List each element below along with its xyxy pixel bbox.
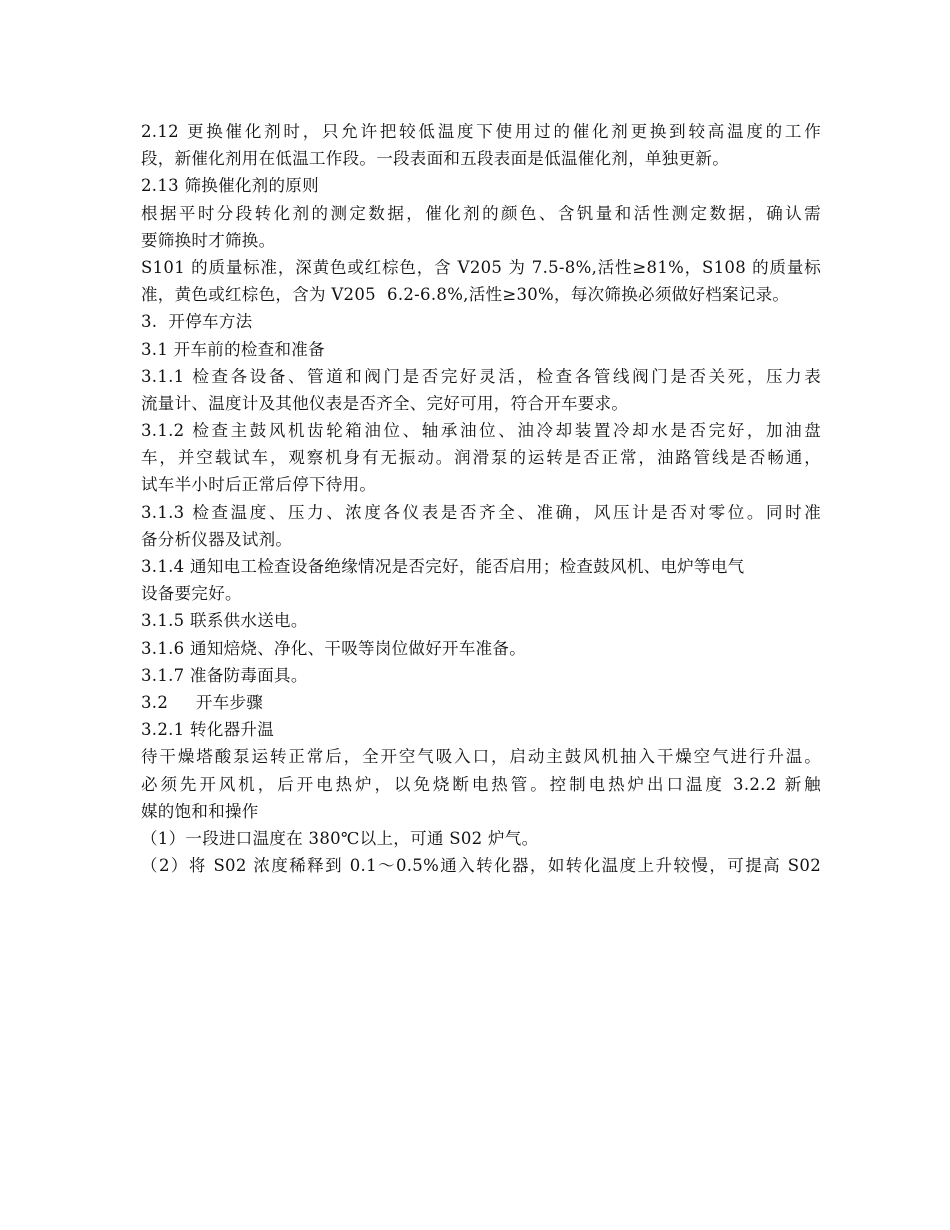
text-line: 要筛换时才筛换。 <box>141 230 276 250</box>
document-body <box>141 118 821 879</box>
text-line: 待干燥塔酸泵运转正常后，全开空气吸入口，启动主鼓风机抽入干燥空气进行升温。 <box>141 747 821 767</box>
text-line: （2）将 S02 浓度稀释到 0.1～0.5%通入转化器，如转化温度上升较慢，可提高 S02 <box>141 856 821 876</box>
text-line: 3.2 开车步骤 <box>141 692 264 712</box>
text-line: S101 的质量标准，深黄色或红棕色，含 V205 为 7.5-8%,活性≥81%，S108 的质量标 <box>141 257 821 277</box>
text-line: 2.13 筛换催化剂的原则 <box>141 176 319 196</box>
text-line: 3.1.4 通知电工检查设备绝缘情况是否完好，能否启用；检查鼓风机、电炉等电气 <box>141 557 745 576</box>
text-line: 设备要完好。 <box>141 584 242 604</box>
text-line: 3.2.1 转化器升温 <box>141 720 275 740</box>
text-line: （1）一段进口温度在 380℃以上，可通 S02 炉气。 <box>141 828 539 848</box>
text-line: 3.1.2 检查主鼓风机齿轮箱油位、轴承油位、油冷却装置冷却水是否完好，加油盘 <box>141 421 821 441</box>
text-line: 备分析仪器及试剂。 <box>141 529 293 549</box>
text-line: 段，新催化剂用在低温工作段。一段表面和五段表面是低温催化剂，单独更新。 <box>141 149 729 169</box>
text-line: 流量计、温度计及其他仪表是否齐全、完好可用，符合开车要求。 <box>141 393 629 413</box>
text-line: 根据平时分段转化剂的测定数据，催化剂的颜色、含钒量和活性测定数据，确认需 <box>141 203 821 223</box>
text-line: 3.1.6 通知焙烧、净化、干吸等岗位做好开车准备。 <box>141 638 527 658</box>
text-line: 车，并空载试车，观察机身有无振动。润滑泵的运转是否正常，油路管线是否畅通， <box>141 448 821 468</box>
text-line: 3.1.3 检查温度、压力、浓度各仪表是否齐全、准确，风压计是否对零位。同时准 <box>141 502 821 522</box>
text-line: 准，黄色或红棕色，含为 V205 6.2-6.8%,活性≥30%，每次筛换必须做好档案记录。 <box>141 285 790 305</box>
text-line: 3. 开停车方法 <box>141 312 253 332</box>
text-line: 2.12 更换催化剂时，只允许把较低温度下使用过的催化剂更换到较高温度的工作 <box>141 122 821 141</box>
text-line: 3.1.5 联系供水送电。 <box>141 611 308 631</box>
text-line: 媒的饱和和操作 <box>141 801 259 821</box>
text-line: 必须先开风机，后开电热炉，以免烧断电热管。控制电热炉出口温度 3.2.2 新触 <box>141 774 821 794</box>
text-line: 试车半小时后正常后停下待用。 <box>141 475 377 495</box>
text-line: 3.1 开车前的检查和准备 <box>141 339 325 359</box>
text-line: 3.1.1 检查各设备、管道和阀门是否完好灵活，检查各管线阀门是否关死，压力表 <box>141 366 821 386</box>
text-line: 3.1.7 准备防毒面具。 <box>141 665 308 685</box>
